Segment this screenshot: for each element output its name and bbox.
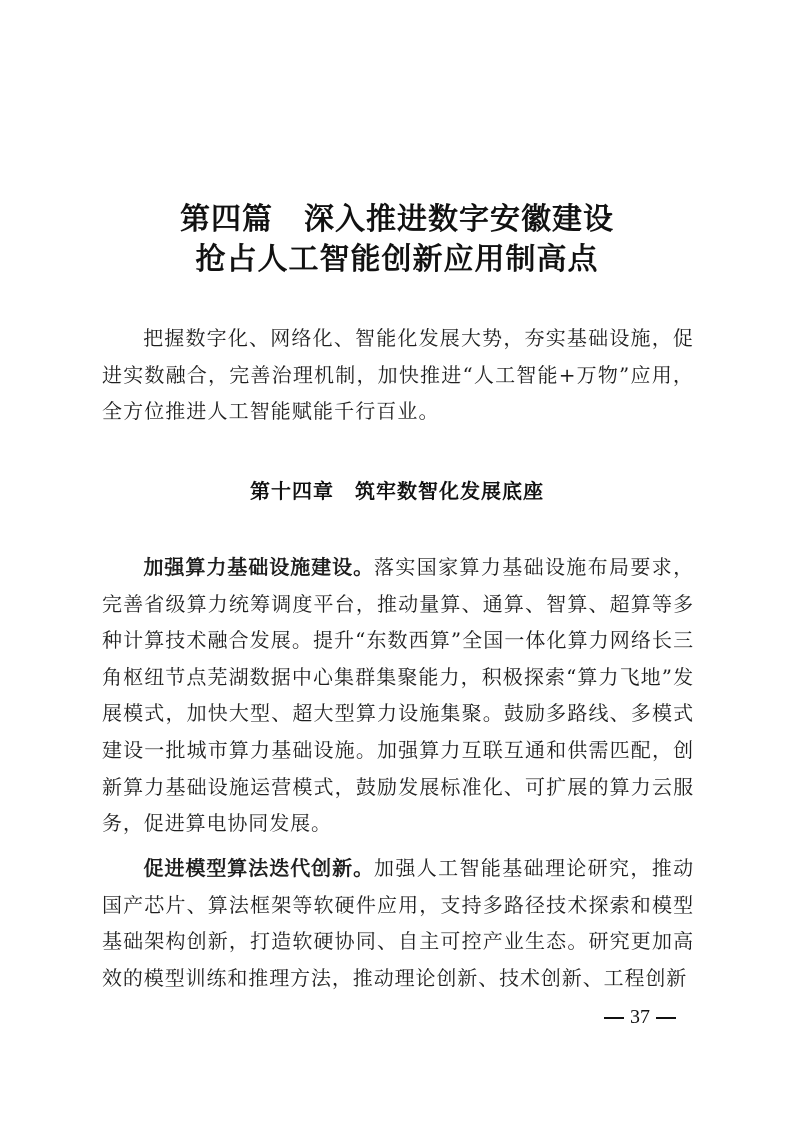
page-number-dash-right — [656, 1017, 676, 1019]
part-title-line2: 抢占人工智能创新应用制高点 — [195, 242, 599, 277]
page-number-value: 37 — [630, 1006, 650, 1028]
intro-text: 把握数字化、网络化、智能化发展大势，夯实基础设施，促进实数融合，完善治理机制，加快推进“人工智能+万物”应用，全方位推进人工智能赋能千行百业。 — [102, 326, 694, 424]
page-number — [598, 1002, 698, 1032]
paragraph-lead: 促进模型算法迭代创新。 — [143, 856, 375, 880]
paragraph-body: 加强人工智能基础理论研究，推动国产芯片、算法框架等软硬件应用，支持多路径技术探索和模型基础架构创新，打造软硬协同、自主可控产业生态。研究更加高效的模型训练和推理方法，推动理论创新、技术创新、工程创新 — [102, 856, 695, 990]
paragraph-lead: 加强算力基础设施建设。 — [143, 555, 375, 579]
page-number-dash-left — [604, 1017, 624, 1019]
body-paragraph — [102, 850, 694, 996]
paragraph-body: 落实国家算力基础设施布局要求，完善省级算力统筹调度平台，推动量算、通算、智算、超算等多种计算技术融合发展。提升“东数西算”全国一体化算力网络长三角枢纽节点芜湖数据中心集群集聚能力，积极探索“算力飞地”发展模式，加快大型、超大型算力设施集聚。鼓励多路线、多模式建设一批城市算力基础设施。加强算力互联互通和供需匹配，创新算力基础设施运营模式，鼓励发展标准化、可扩展的算力云服务，促进算电协同发展。 — [102, 555, 695, 836]
intro-paragraph — [102, 320, 694, 430]
chapter-title: 第十四章 筑牢数智化发展底座 — [250, 479, 544, 503]
part-title-line1: 第四篇 深入推进数字安徽建设 — [180, 202, 614, 237]
body-paragraph — [102, 549, 694, 842]
